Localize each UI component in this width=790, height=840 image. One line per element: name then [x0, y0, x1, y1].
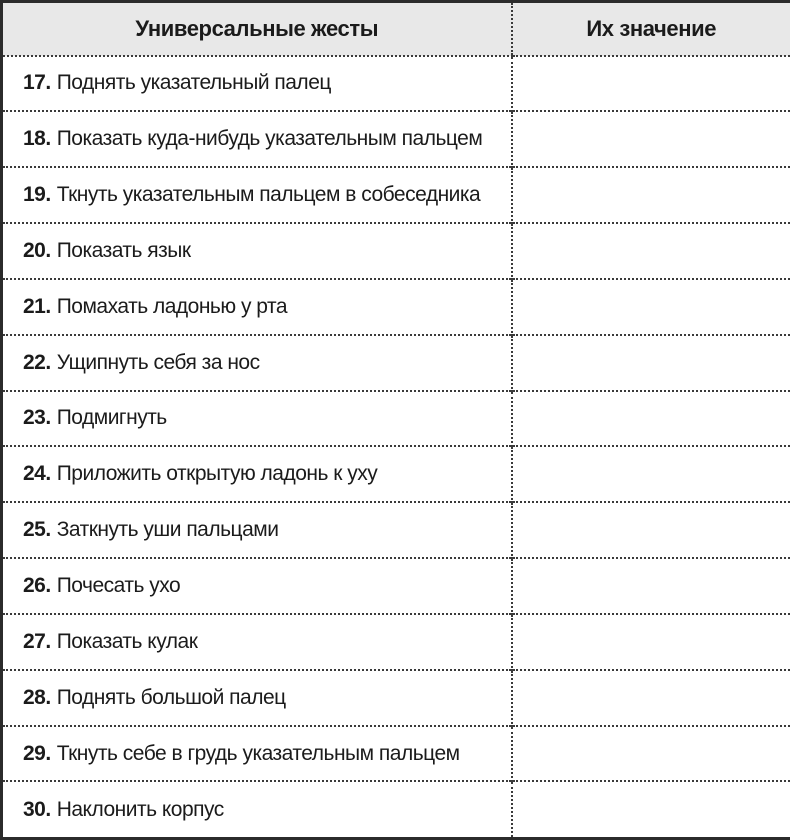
header-universal-gestures: Универсальные жесты	[2, 2, 512, 56]
meaning-cell	[512, 335, 790, 391]
meaning-cell	[512, 446, 790, 502]
row-number: 19.	[23, 183, 51, 207]
gesture-cell	[2, 502, 512, 558]
gesture-cell	[2, 223, 512, 279]
gesture-cell	[2, 726, 512, 782]
meaning-cell	[512, 56, 790, 112]
row-number: 21.	[23, 294, 51, 318]
gesture-text: Показать куда-нибудь указательным пальцем	[56, 127, 483, 151]
gesture-cell	[2, 391, 512, 447]
row-number: 18.	[23, 127, 51, 151]
gesture-cell	[2, 781, 512, 838]
meaning-cell	[512, 614, 790, 670]
table-row	[2, 670, 790, 726]
table-row	[2, 502, 790, 558]
meaning-cell	[512, 726, 790, 782]
table-row	[2, 279, 790, 335]
table-row	[2, 391, 790, 447]
row-number: 27.	[23, 629, 51, 653]
gesture-text: Подмигнуть	[56, 406, 167, 430]
table-row	[2, 335, 790, 391]
table-row	[2, 56, 790, 112]
meaning-cell	[512, 279, 790, 335]
gesture-text: Наклонить корпус	[56, 797, 224, 821]
gesture-text: Ткнуть указательным пальцем в собеседника	[56, 183, 481, 207]
meaning-cell	[512, 111, 790, 167]
table-row	[2, 558, 790, 614]
row-number: 26.	[23, 574, 51, 598]
gesture-text: Ущипнуть себя за нос	[56, 350, 260, 374]
row-number: 28.	[23, 685, 51, 709]
gesture-cell	[2, 111, 512, 167]
row-number: 22.	[23, 350, 51, 374]
gesture-text: Показать кулак	[56, 629, 198, 653]
table-header	[2, 2, 790, 56]
gesture-cell	[2, 279, 512, 335]
gesture-text: Заткнуть уши пальцами	[56, 518, 279, 542]
meaning-cell	[512, 391, 790, 447]
row-number: 25.	[23, 518, 51, 542]
gesture-text: Поднять большой палец	[56, 685, 286, 709]
header-their-meaning: Их значение	[512, 2, 790, 56]
table-row	[2, 781, 790, 838]
row-number: 20.	[23, 238, 51, 262]
table-row	[2, 726, 790, 782]
row-number: 29.	[23, 741, 51, 765]
gesture-cell	[2, 670, 512, 726]
gesture-text: Ткнуть себе в грудь указательным пальцем	[56, 741, 460, 765]
gesture-cell	[2, 335, 512, 391]
gesture-text: Показать язык	[56, 238, 191, 262]
gesture-text: Почесать ухо	[56, 574, 181, 598]
gesture-cell	[2, 558, 512, 614]
gesture-cell	[2, 614, 512, 670]
meaning-cell	[512, 781, 790, 838]
table-row	[2, 446, 790, 502]
row-number: 17.	[23, 71, 51, 95]
gesture-text: Приложить открытую ладонь к уху	[56, 462, 378, 486]
gesture-cell	[2, 56, 512, 112]
meaning-cell	[512, 223, 790, 279]
meaning-cell	[512, 670, 790, 726]
row-number: 30.	[23, 797, 51, 821]
meaning-cell	[512, 167, 790, 223]
table-row	[2, 614, 790, 670]
row-number: 24.	[23, 462, 51, 486]
table-row	[2, 223, 790, 279]
gesture-text: Помахать ладонью у рта	[56, 294, 288, 318]
meaning-cell	[512, 558, 790, 614]
gesture-cell	[2, 446, 512, 502]
header-row	[2, 2, 790, 56]
gesture-cell	[2, 167, 512, 223]
table-row	[2, 111, 790, 167]
table-row	[2, 167, 790, 223]
meaning-cell	[512, 502, 790, 558]
gesture-text: Поднять указательный палец	[56, 71, 331, 95]
row-number: 23.	[23, 406, 51, 430]
table-body	[2, 56, 790, 839]
